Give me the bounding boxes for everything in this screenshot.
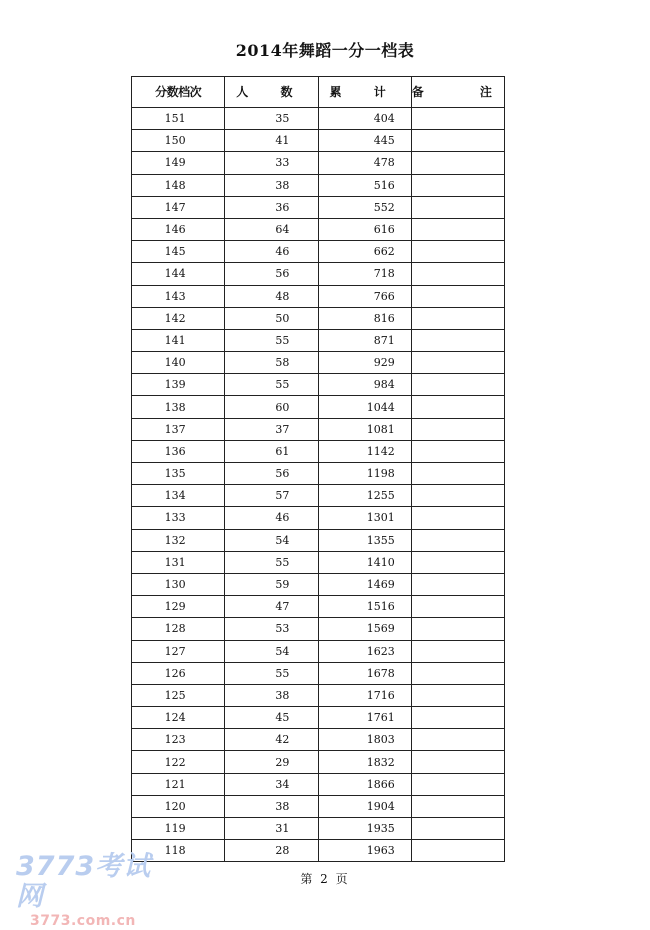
cell-score-level: 125 — [132, 684, 225, 706]
cell-score-level: 127 — [132, 640, 225, 662]
cell-score-level: 124 — [132, 707, 225, 729]
cell-remarks — [411, 285, 504, 307]
cell-remarks — [411, 329, 504, 351]
cell-remarks — [411, 684, 504, 706]
table-row — [132, 551, 505, 573]
table-row — [132, 152, 505, 174]
table-row — [132, 263, 505, 285]
cell-count: 47 — [225, 596, 318, 618]
cell-count: 33 — [225, 152, 318, 174]
cell-count: 46 — [225, 507, 318, 529]
cell-score-level: 126 — [132, 662, 225, 684]
cell-count: 64 — [225, 218, 318, 240]
table-row — [132, 662, 505, 684]
score-distribution-table — [131, 76, 518, 862]
cell-remarks — [411, 241, 504, 263]
cell-score-level: 129 — [132, 596, 225, 618]
cell-cumulative: 1761 — [318, 707, 411, 729]
cell-count: 61 — [225, 440, 318, 462]
table-row — [132, 751, 505, 773]
cell-remarks — [411, 507, 504, 529]
cell-count: 59 — [225, 573, 318, 595]
cell-count: 29 — [225, 751, 318, 773]
table-row — [132, 130, 505, 152]
cell-cumulative: 1142 — [318, 440, 411, 462]
header-score-level: 分数档次 — [132, 77, 225, 108]
cell-cumulative: 929 — [318, 352, 411, 374]
cell-score-level: 130 — [132, 573, 225, 595]
cell-score-level: 132 — [132, 529, 225, 551]
cell-cumulative: 1716 — [318, 684, 411, 706]
cell-score-level: 131 — [132, 551, 225, 573]
cell-cumulative: 1803 — [318, 729, 411, 751]
cell-score-level: 138 — [132, 396, 225, 418]
header-cumulative: 累 计 — [318, 77, 411, 108]
cell-score-level: 136 — [132, 440, 225, 462]
cell-cumulative: 1832 — [318, 751, 411, 773]
table-row — [132, 108, 505, 130]
cell-count: 48 — [225, 285, 318, 307]
table-row — [132, 596, 505, 618]
cell-cumulative: 1963 — [318, 840, 411, 862]
table-body — [132, 108, 505, 862]
table-row — [132, 418, 505, 440]
cell-score-level: 151 — [132, 108, 225, 130]
table-row — [132, 218, 505, 240]
cell-remarks — [411, 529, 504, 551]
cell-remarks — [411, 352, 504, 374]
cell-remarks — [411, 573, 504, 595]
cell-count: 28 — [225, 840, 318, 862]
cell-remarks — [411, 818, 504, 840]
cell-remarks — [411, 596, 504, 618]
cell-count: 34 — [225, 773, 318, 795]
cell-remarks — [411, 618, 504, 640]
cell-count: 56 — [225, 263, 318, 285]
cell-cumulative: 662 — [318, 241, 411, 263]
table-row — [132, 618, 505, 640]
cell-count: 41 — [225, 130, 318, 152]
cell-count: 56 — [225, 463, 318, 485]
cell-count: 53 — [225, 618, 318, 640]
cell-cumulative: 516 — [318, 174, 411, 196]
table-row — [132, 174, 505, 196]
cell-score-level: 139 — [132, 374, 225, 396]
cell-count: 36 — [225, 196, 318, 218]
cell-count: 55 — [225, 329, 318, 351]
cell-cumulative: 718 — [318, 263, 411, 285]
cell-score-level: 137 — [132, 418, 225, 440]
cell-cumulative: 1410 — [318, 551, 411, 573]
cell-count: 37 — [225, 418, 318, 440]
watermark-logo: 3773考试网 — [16, 851, 152, 912]
cell-count: 45 — [225, 707, 318, 729]
table-row — [132, 440, 505, 462]
cell-score-level: 133 — [132, 507, 225, 529]
cell-remarks — [411, 463, 504, 485]
cell-cumulative: 616 — [318, 218, 411, 240]
cell-remarks — [411, 662, 504, 684]
table-row — [132, 307, 505, 329]
watermark — [16, 851, 176, 929]
cell-remarks — [411, 551, 504, 573]
cell-cumulative: 1904 — [318, 795, 411, 817]
cell-remarks — [411, 640, 504, 662]
cell-count: 54 — [225, 529, 318, 551]
cell-count: 38 — [225, 174, 318, 196]
cell-count: 55 — [225, 551, 318, 573]
cell-score-level: 150 — [132, 130, 225, 152]
cell-cumulative: 445 — [318, 130, 411, 152]
table-row — [132, 684, 505, 706]
table-row — [132, 640, 505, 662]
table-row — [132, 818, 505, 840]
cell-count: 55 — [225, 374, 318, 396]
table-row — [132, 352, 505, 374]
table-row — [132, 374, 505, 396]
cell-remarks — [411, 729, 504, 751]
cell-cumulative: 1623 — [318, 640, 411, 662]
table-row — [132, 329, 505, 351]
cell-score-level: 145 — [132, 241, 225, 263]
cell-remarks — [411, 152, 504, 174]
cell-score-level: 141 — [132, 329, 225, 351]
cell-remarks — [411, 840, 504, 862]
cell-remarks — [411, 418, 504, 440]
cell-cumulative: 1301 — [318, 507, 411, 529]
cell-score-level: 135 — [132, 463, 225, 485]
cell-cumulative: 871 — [318, 329, 411, 351]
table-row — [132, 285, 505, 307]
cell-count: 31 — [225, 818, 318, 840]
cell-count: 57 — [225, 485, 318, 507]
page-title: 2014年舞蹈一分一档表 — [235, 41, 415, 60]
cell-score-level: 146 — [132, 218, 225, 240]
cell-cumulative: 1516 — [318, 596, 411, 618]
table-row — [132, 840, 505, 862]
table-row — [132, 196, 505, 218]
cell-remarks — [411, 396, 504, 418]
cell-cumulative: 1866 — [318, 773, 411, 795]
watermark-url: 3773.com.cn — [30, 913, 136, 929]
cell-remarks — [411, 751, 504, 773]
cell-count: 42 — [225, 729, 318, 751]
cell-remarks — [411, 374, 504, 396]
cell-count: 60 — [225, 396, 318, 418]
table-row — [132, 573, 505, 595]
cell-cumulative: 404 — [318, 108, 411, 130]
table-row — [132, 463, 505, 485]
cell-score-level: 118 — [132, 840, 225, 862]
cell-score-level: 122 — [132, 751, 225, 773]
cell-cumulative: 766 — [318, 285, 411, 307]
cell-score-level: 147 — [132, 196, 225, 218]
cell-score-level: 144 — [132, 263, 225, 285]
cell-score-level: 140 — [132, 352, 225, 374]
cell-score-level: 121 — [132, 773, 225, 795]
cell-score-level: 120 — [132, 795, 225, 817]
cell-score-level: 148 — [132, 174, 225, 196]
table-row — [132, 507, 505, 529]
cell-cumulative: 478 — [318, 152, 411, 174]
cell-score-level: 142 — [132, 307, 225, 329]
cell-remarks — [411, 795, 504, 817]
table-row — [132, 485, 505, 507]
table-header-row — [132, 77, 505, 108]
cell-cumulative: 1255 — [318, 485, 411, 507]
cell-count: 38 — [225, 684, 318, 706]
cell-count: 46 — [225, 241, 318, 263]
cell-remarks — [411, 707, 504, 729]
cell-remarks — [411, 108, 504, 130]
table-row — [132, 795, 505, 817]
cell-count: 58 — [225, 352, 318, 374]
cell-remarks — [411, 263, 504, 285]
table-row — [132, 529, 505, 551]
header-remarks: 备 注 — [411, 77, 504, 108]
cell-count: 55 — [225, 662, 318, 684]
cell-cumulative: 1569 — [318, 618, 411, 640]
cell-remarks — [411, 307, 504, 329]
cell-count: 50 — [225, 307, 318, 329]
table-row — [132, 396, 505, 418]
cell-score-level: 134 — [132, 485, 225, 507]
cell-remarks — [411, 196, 504, 218]
table-row — [132, 707, 505, 729]
cell-score-level: 119 — [132, 818, 225, 840]
cell-count: 54 — [225, 640, 318, 662]
cell-remarks — [411, 174, 504, 196]
cell-cumulative: 1355 — [318, 529, 411, 551]
cell-count: 35 — [225, 108, 318, 130]
cell-remarks — [411, 130, 504, 152]
cell-cumulative: 1198 — [318, 463, 411, 485]
cell-remarks — [411, 485, 504, 507]
cell-remarks — [411, 218, 504, 240]
header-count: 人 数 — [225, 77, 318, 108]
cell-cumulative: 1044 — [318, 396, 411, 418]
table-row — [132, 729, 505, 751]
cell-count: 38 — [225, 795, 318, 817]
cell-cumulative: 1678 — [318, 662, 411, 684]
cell-score-level: 128 — [132, 618, 225, 640]
cell-cumulative: 1469 — [318, 573, 411, 595]
table-row — [132, 241, 505, 263]
cell-score-level: 149 — [132, 152, 225, 174]
cell-cumulative: 1081 — [318, 418, 411, 440]
cell-cumulative: 1935 — [318, 818, 411, 840]
cell-score-level: 123 — [132, 729, 225, 751]
table-row — [132, 773, 505, 795]
cell-cumulative: 552 — [318, 196, 411, 218]
cell-remarks — [411, 440, 504, 462]
page-number: 第 2 页 — [300, 872, 350, 886]
cell-cumulative: 816 — [318, 307, 411, 329]
cell-remarks — [411, 773, 504, 795]
cell-score-level: 143 — [132, 285, 225, 307]
cell-cumulative: 984 — [318, 374, 411, 396]
